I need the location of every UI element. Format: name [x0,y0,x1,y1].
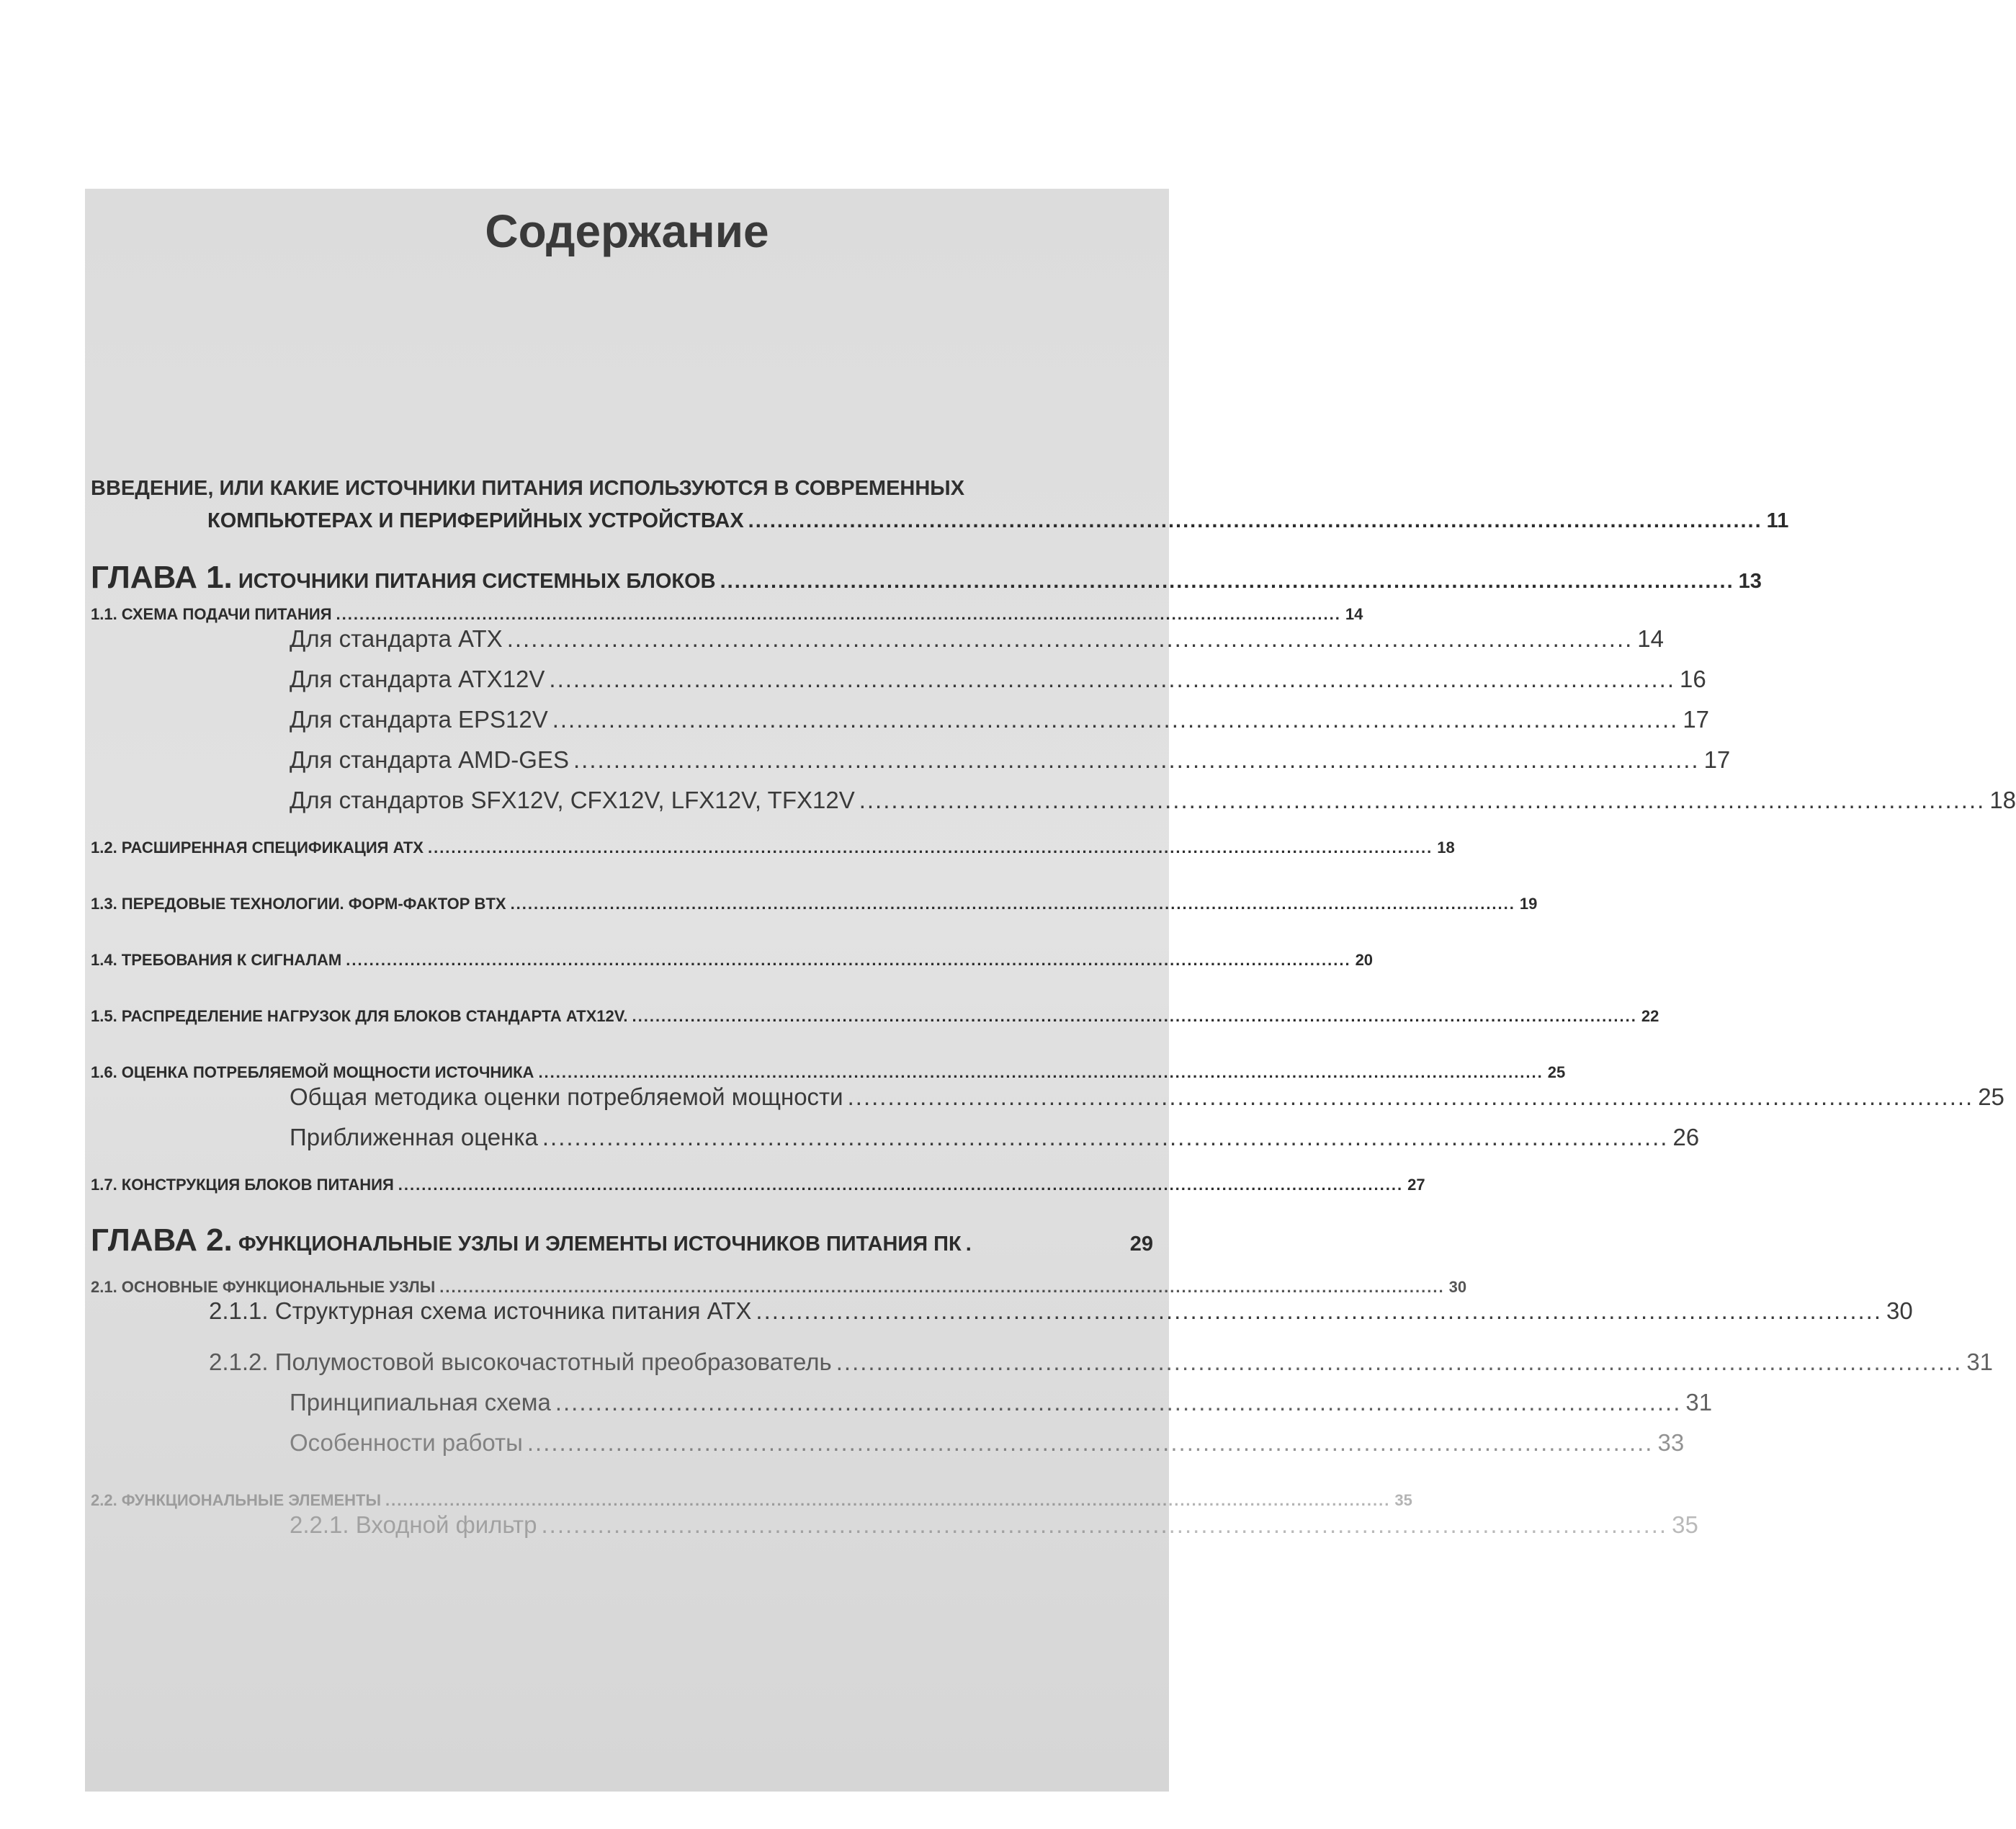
toc-page-number: 27 [1407,1176,1425,1194]
toc-page-number: 31 [1966,1349,1994,1375]
toc-subentry [290,1429,1685,1457]
toc-page-number: 16 [1680,666,1706,692]
toc-leader-dots: ............................................................................................................................................ [847,1083,1974,1110]
toc-section-label: 1.1. СХЕМА ПОДАЧИ ПИТАНИЯ [91,605,332,623]
toc-section-label: 1.3. ПЕРЕДОВЫЕ ТЕХНОЛОГИИ. ФОРМ-ФАКТОР BTX [91,895,506,913]
chapter-prefix: ГЛАВА 2. [91,1222,233,1258]
toc-leader-dots: ............................................................................................................................................ [573,746,1700,773]
toc-section-label: 1.7. КОНСТРУКЦИЯ БЛОКОВ ПИТАНИЯ [91,1176,394,1194]
toc-leader-dots: ............................................................................................................................................................................ [385,1491,1391,1509]
toc-page-number: 17 [1703,746,1731,773]
toc-section [91,895,1538,913]
chapter-title: ИСТОЧНИКИ ПИТАНИЯ СИСТЕМНЫХ БЛОКОВ [238,570,716,593]
toc-leader-dots: ............................................................................................................................................ [541,1511,1668,1538]
toc-subentry-label: Для стандарта EPS12V [290,706,548,733]
toc-subentry-label: Для стандартов SFX12V, CFX12V, LFX12V, TFX12V [290,787,855,813]
toc-chapter-1 [91,560,1762,596]
toc-section-label: 1.5. РАСПРЕДЕЛЕНИЕ НАГРУЗОК ДЛЯ БЛОКОВ СТАНДАРТА ATX12V. [91,1007,628,1025]
toc-leader-dots: ............................................................................................................................................ [549,666,1676,692]
toc-subentry [209,1349,1994,1376]
toc-leader-dots: . [965,1233,973,1256]
toc-page-number: 14 [1637,625,1665,652]
toc-page-number: 19 [1519,895,1538,913]
toc-leader-dots: ............................................................................................................................................................................ [398,1176,1404,1194]
toc-leader-dots: ............................................................................................................................................................................ [510,895,1515,913]
toc-page-number: 35 [1672,1511,1698,1538]
toc-page-number: 22 [1641,1007,1659,1025]
toc-subentry [209,1297,1913,1325]
toc-subentry [290,787,2016,814]
toc-leader-dots: ............................................................................................................................................................................ [538,1063,1544,1081]
toc-leader-dots: ............................................................................................................................................................................ [632,1007,1637,1025]
toc-page-number: 30 [1886,1297,1913,1324]
toc-subentry [290,746,1731,774]
page-title: Содержание [485,205,769,257]
toc-section [91,1063,1566,1082]
toc-page-number: 25 [1547,1063,1566,1081]
toc-section-label: 1.6. ОЦЕНКА ПОТРЕБЛЯЕМОЙ МОЩНОСТИ ИСТОЧНИКА [91,1063,534,1081]
toc-leader-dots: ............................................................................................................................................ [555,1389,1682,1416]
book-page [85,189,2016,1792]
chapter-prefix: ГЛАВА 1. [91,560,233,595]
toc-leader-dots: ............................................................................................................................................ [506,625,1634,652]
toc-page-number: 18 [1989,787,2016,813]
toc-subentry [290,1389,1713,1416]
toc-subentry [290,1511,1698,1539]
toc-leader-dots: ............................................................................................................................................................................ [427,839,1433,857]
toc-subentry [290,625,1665,653]
toc-leader-dots: ............................................................................................................................................ [542,1124,1669,1150]
toc-page-number: 33 [1657,1429,1685,1456]
toc-leader-dots: ............................................................................................................................................ [720,570,1734,593]
toc-section [91,951,1374,970]
toc-leader-dots: ............................................................................................................................................ [859,787,1986,813]
toc-leader-dots: ............................................................................................................................................ [527,1429,1654,1456]
toc-intro-label: КОМПЬЮТЕРАХ И ПЕРИФЕРИЙНЫХ УСТРОЙСТВАХ [207,509,744,532]
toc-subentry-label: Приближенная оценка [290,1124,538,1150]
toc-page-number: 17 [1683,706,1710,733]
toc-subentry-label: Для стандарта ATX [290,625,503,652]
toc-section-label: 2.1. ОСНОВНЫЕ ФУНКЦИОНАЛЬНЫЕ УЗЛЫ [91,1278,436,1296]
toc-page-number: 18 [1437,839,1455,857]
toc-subentry-label: Особенности работы [290,1429,523,1456]
toc-page-number: 26 [1672,1124,1700,1150]
toc-page-number: 25 [1978,1083,2004,1110]
chapter-title: ФУНКЦИОНАЛЬНЫЕ УЗЛЫ И ЭЛЕМЕНТЫ ИСТОЧНИКОВ ПИТАНИЯ ПК [238,1233,962,1256]
toc-section-label: 1.2. РАСШИРЕННАЯ СПЕЦИФИКАЦИЯ ATX [91,839,424,857]
toc-leader-dots: ............................................................................................................................................................................ [439,1278,1445,1296]
toc-subentry [290,1124,1700,1151]
toc-leader-dots: ............................................................................................................................................................................ [346,951,1351,969]
toc-leader-dots: ............................................................................................................................................................................ [336,605,1341,623]
toc-intro-entry [207,509,1789,533]
toc-subentry [290,666,1706,693]
toc-page-number: 20 [1355,951,1374,969]
toc-page-number: 29 [1129,1233,1153,1256]
toc-page-number: 31 [1685,1389,1713,1416]
toc-leader-dots: ............................................................................................................................................ [748,509,1762,532]
toc-intro-line1: ВВЕДЕНИЕ, ИЛИ КАКИЕ ИСТОЧНИКИ ПИТАНИЯ ИСПОЛЬЗУЮТСЯ В СОВРЕМЕННЫХ [91,477,965,500]
toc-subentry-label: 2.2.1. Входной фильтр [290,1511,537,1538]
toc-section [91,1007,1659,1026]
toc-page-number: 11 [1766,509,1789,532]
toc-subentry-label: Принципиальная схема [290,1389,551,1416]
toc-leader-dots: ............................................................................................................................................ [835,1349,1963,1375]
toc-chapter-2 [91,1222,1153,1258]
toc-page-number: 14 [1345,605,1363,623]
toc-section-label: 1.4. ТРЕБОВАНИЯ К СИГНАЛАМ [91,951,342,969]
toc-leader-dots: ............................................................................................................................................ [756,1297,1883,1324]
toc-subentry [290,1083,2004,1111]
toc-page-number: 30 [1448,1278,1467,1296]
toc-subentry-label: 2.1.1. Структурная схема источника питания ATX [209,1297,752,1324]
toc-section [91,1176,1425,1194]
toc-leader-dots: ............................................................................................................................................ [552,706,1679,733]
toc-section [91,605,1363,624]
toc-section-label: 2.2. ФУНКЦИОНАЛЬНЫЕ ЭЛЕМЕНТЫ [91,1491,382,1509]
toc-subentry-label: 2.1.2. Полумостовой высокочастотный преобразователь [209,1349,832,1375]
toc-page-number: 13 [1738,570,1762,593]
toc-subentry-label: Для стандарта AMD-GES [290,746,569,773]
toc-subentry-label: Общая методика оценки потребляемой мощности [290,1083,843,1110]
toc-subentry-label: Для стандарта ATX12V [290,666,545,692]
toc-subentry [290,706,1710,733]
toc-section [91,839,1455,857]
toc-section [91,1278,1467,1297]
toc-section [91,1491,1412,1510]
toc-page-number: 35 [1394,1491,1412,1509]
